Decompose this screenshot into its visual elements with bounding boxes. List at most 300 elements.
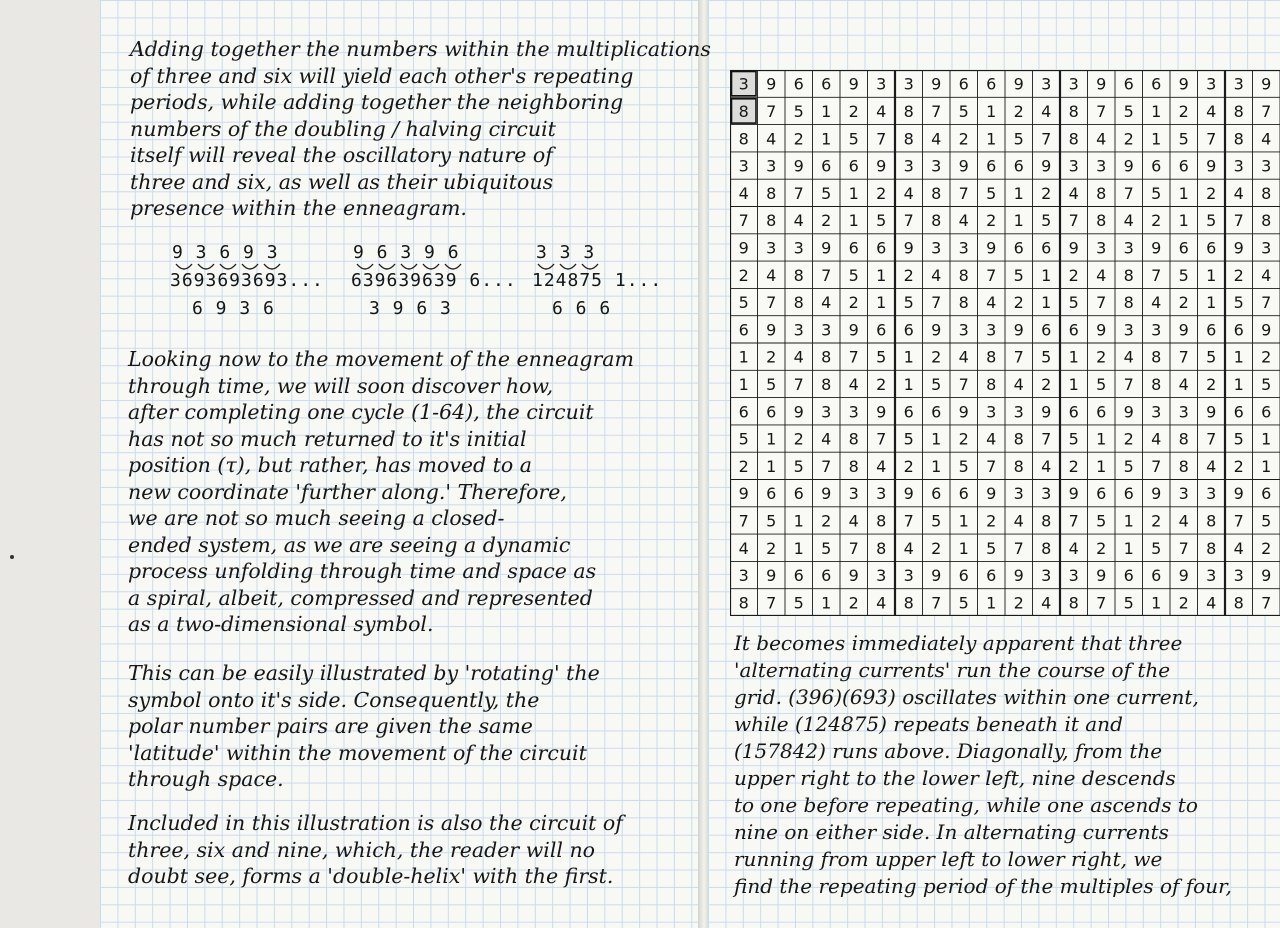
grid-digit: 2: [1206, 374, 1217, 394]
grid-digit: 2: [1013, 293, 1024, 313]
grid-digit: 7: [766, 293, 777, 313]
grid-digit: 1: [1068, 374, 1079, 394]
grid-digit: 4: [1151, 293, 1162, 313]
text-line: to one before repeating, while one ascends to: [734, 793, 1198, 817]
grid-digit: 1: [876, 293, 887, 313]
grid-digit: 8: [1096, 183, 1107, 203]
text-line: a spiral, albeit, compressed and represented: [128, 585, 593, 610]
grid-digit: 9: [1206, 156, 1217, 176]
paragraph-alternating-currents: [734, 630, 1232, 900]
grid-digit: 2: [848, 593, 859, 613]
grid-digit: 1: [1013, 183, 1024, 203]
grid-digit: 1: [848, 211, 859, 231]
text-line: three, six and nine, which, the reader will no: [128, 837, 595, 862]
grid-digit: 6: [848, 238, 859, 258]
grid-digit: 1: [958, 511, 969, 531]
grid-digit: 5: [1068, 293, 1079, 313]
grid-digit: 3: [1206, 566, 1217, 586]
grid-digit: 3: [1068, 74, 1079, 94]
grid-digit: 8: [738, 129, 749, 149]
grid-digit: 8: [1151, 347, 1162, 367]
grid-digit: 7: [1068, 511, 1079, 531]
grid-digit: 2: [793, 429, 804, 449]
grid-digit: 5: [1261, 374, 1272, 394]
grid-digit: 7: [986, 265, 997, 285]
grid-digit: 1: [1041, 265, 1052, 285]
grid-digit: 2: [1206, 183, 1217, 203]
grid-digit: 5: [1041, 347, 1052, 367]
grid-digit: 2: [876, 374, 887, 394]
grid-digit: 6: [1206, 320, 1217, 340]
text-line: find the repeating period of the multiples of four,: [734, 874, 1232, 898]
grid-digit: 5: [848, 129, 859, 149]
grid-digit: 8: [1013, 456, 1024, 476]
grid-digit: 7: [766, 593, 777, 613]
grid-digit: 9: [1151, 238, 1162, 258]
grid-digit: 1: [1178, 183, 1189, 203]
grid-digit: 2: [1261, 538, 1272, 558]
sequence-bottom-sums: 3 9 6 3: [369, 298, 452, 319]
text-line: process unfolding through time and space as: [128, 559, 597, 583]
paragraph-double-helix: [128, 810, 623, 890]
grid-digit: 3: [1206, 74, 1217, 94]
grid-digit: 4: [793, 211, 804, 231]
grid-digit: 2: [1013, 101, 1024, 121]
grid-digit: 5: [1123, 456, 1134, 476]
grid-digit: 8: [738, 101, 749, 121]
paragraph-movement-through-time: [128, 346, 634, 638]
grid-digit: 6: [986, 566, 997, 586]
grid-digit: 9: [876, 402, 887, 422]
grid-digit: 5: [1096, 511, 1107, 531]
grid-digit: 4: [931, 129, 942, 149]
grid-digit: 6: [1206, 238, 1217, 258]
text-line: (157842) runs above. Diagonally, from the: [734, 739, 1163, 763]
grid-digit: 9: [1041, 156, 1052, 176]
grid-digit: 9: [1123, 402, 1134, 422]
grid-digit: 4: [1123, 211, 1134, 231]
grid-digit: 8: [903, 101, 914, 121]
grid-digit: 6: [738, 402, 749, 422]
grid-digit: 3: [1206, 484, 1217, 504]
grid-digit: 3: [1096, 156, 1107, 176]
grid-digit: 7: [931, 593, 942, 613]
grid-digit: 4: [738, 538, 749, 558]
grid-digit: 7: [1041, 129, 1052, 149]
grid-digit: 2: [1178, 293, 1189, 313]
grid-digit: 2: [1123, 429, 1134, 449]
grid-digit: 9: [1096, 320, 1107, 340]
grid-digit: 6: [986, 74, 997, 94]
grid-digit: 3: [1233, 156, 1244, 176]
grid-digit: 8: [903, 129, 914, 149]
grid-digit: 6: [1261, 484, 1272, 504]
grid-digit: 6: [958, 566, 969, 586]
grid-digit: 8: [1178, 456, 1189, 476]
grid-digit: 4: [986, 293, 997, 313]
grid-digit: 7: [1096, 293, 1107, 313]
grid-digit: 9: [1178, 566, 1189, 586]
grid-digit: 4: [1041, 456, 1052, 476]
grid-digit: 8: [1041, 538, 1052, 558]
grid-digit: 3: [876, 566, 887, 586]
grid-digit: 2: [1041, 374, 1052, 394]
number-grid: [730, 70, 1280, 616]
grid-digit: 4: [848, 511, 859, 531]
grid-digit: 2: [1178, 101, 1189, 121]
grid-digit: 9: [1068, 484, 1079, 504]
text-line: symbol onto it's side. Consequently, the: [128, 687, 540, 712]
grid-digit: 9: [821, 238, 832, 258]
grid-digit: 5: [766, 511, 777, 531]
grid-digit: 3: [1041, 74, 1052, 94]
grid-digit: 6: [1013, 238, 1024, 258]
grid-digit: 8: [1233, 129, 1244, 149]
grid-digit: 9: [1178, 74, 1189, 94]
grid-digit: 6: [876, 320, 887, 340]
grid-digit: 3: [876, 74, 887, 94]
text-line: 'alternating currents' run the course of the: [734, 658, 1171, 682]
grid-digit: 3: [903, 156, 914, 176]
grid-digit: 9: [1233, 484, 1244, 504]
grid-digit: 8: [1206, 511, 1217, 531]
grid-digit: 6: [1068, 402, 1079, 422]
grid-digit: 2: [1233, 265, 1244, 285]
grid-digit: 4: [766, 265, 777, 285]
grid-digit: 3: [1041, 484, 1052, 504]
grid-digit: 7: [793, 183, 804, 203]
grid-digit: 4: [1178, 374, 1189, 394]
grid-digit: 3: [1013, 484, 1024, 504]
grid-digit: 6: [1068, 320, 1079, 340]
grid-digit: 5: [766, 374, 777, 394]
grid-digit: 3: [1151, 402, 1162, 422]
grid-digit: 8: [821, 374, 832, 394]
grid-digit: 3: [986, 402, 997, 422]
grid-digit: 2: [1178, 593, 1189, 613]
grid-digit: 7: [848, 347, 859, 367]
grid-digit: 1: [876, 265, 887, 285]
grid-digit: 1: [1233, 374, 1244, 394]
grid-digit: 2: [1096, 347, 1107, 367]
grid-digit: 9: [738, 238, 749, 258]
grid-digit: 7: [1233, 511, 1244, 531]
grid-digit: 5: [986, 183, 997, 203]
text-line: we are not so much seeing a closed-: [128, 506, 505, 530]
grid-digit: 5: [1013, 129, 1024, 149]
grid-digit: 4: [958, 347, 969, 367]
grid-digit: 9: [876, 156, 887, 176]
grid-digit: 7: [1206, 129, 1217, 149]
grid-digit: 3: [821, 402, 832, 422]
grid-digit: 9: [986, 238, 997, 258]
grid-digit: 3: [738, 74, 749, 94]
grid-digit: 1: [1123, 538, 1134, 558]
grid-digit: 4: [1123, 347, 1134, 367]
grid-digit: 4: [1096, 129, 1107, 149]
grid-digit: 7: [903, 211, 914, 231]
grid-digit: 9: [903, 238, 914, 258]
text-line: upper right to the lower left, nine descends: [734, 766, 1176, 790]
grid-digit: 1: [1206, 293, 1217, 313]
grid-digit: 4: [1206, 593, 1217, 613]
grid-digit: 7: [821, 456, 832, 476]
grid-digit: 8: [876, 538, 887, 558]
grid-digit: 6: [821, 74, 832, 94]
text-line: Looking now to the movement of the enneagram: [128, 347, 634, 371]
grid-digit: 1: [1096, 456, 1107, 476]
grid-digit: 7: [1178, 347, 1189, 367]
text-line: presence within the enneagram.: [130, 196, 467, 220]
grid-digit: 8: [1261, 183, 1272, 203]
grid-digit: 4: [1151, 429, 1162, 449]
grid-digit: 7: [1123, 374, 1134, 394]
grid-digit: 7: [821, 265, 832, 285]
text-line: polar number pairs are given the same: [128, 714, 533, 738]
text-line: as a two-dimensional symbol.: [128, 612, 434, 636]
grid-digit: 8: [1068, 101, 1079, 121]
grid-digit: 7: [738, 211, 749, 231]
grid-digit: 7: [986, 456, 997, 476]
grid-digit: 8: [986, 374, 997, 394]
grid-digit: 6: [1151, 156, 1162, 176]
grid-digit: 8: [1206, 538, 1217, 558]
grid-digit: 5: [1041, 211, 1052, 231]
grid-digit: 9: [1206, 402, 1217, 422]
sequence-main-digits: 639639639 6...: [351, 270, 517, 291]
text-line: has not so much returned to it's initial: [128, 426, 527, 451]
grid-digit: 5: [958, 101, 969, 121]
grid-digit: 5: [1233, 429, 1244, 449]
grid-digit: 4: [1068, 183, 1079, 203]
sequence-top-sums: 3 3 3: [536, 242, 596, 263]
grid-digit: 1: [1041, 293, 1052, 313]
grid-digit: 8: [1013, 429, 1024, 449]
sequence-three-six: [168, 242, 328, 322]
grid-digit: 3: [1261, 156, 1272, 176]
grid-digit: 8: [1041, 511, 1052, 531]
grid-digit: 4: [876, 456, 887, 476]
grid-digit: 2: [793, 129, 804, 149]
grid-digit: 1: [766, 456, 777, 476]
text-line: It becomes immediately apparent that three: [734, 631, 1183, 655]
grid-digit: 6: [793, 74, 804, 94]
grid-digit: 5: [1123, 101, 1134, 121]
number-grid-svg: [730, 70, 1280, 616]
grid-digit: 5: [793, 593, 804, 613]
grid-digit: 1: [793, 538, 804, 558]
grid-digit: 5: [986, 538, 997, 558]
text-line: ended system, as we are seeing a dynamic: [128, 532, 571, 557]
grid-digit: 3: [1096, 238, 1107, 258]
grid-digit: 9: [958, 402, 969, 422]
grid-digit: 1: [986, 129, 997, 149]
grid-digit: 4: [1068, 538, 1079, 558]
grid-digit: 5: [1261, 511, 1272, 531]
grid-digit: 2: [1151, 211, 1162, 231]
grid-digit: 2: [1096, 538, 1107, 558]
grid-digit: 5: [1096, 374, 1107, 394]
grid-digit: 8: [738, 593, 749, 613]
text-line: while (124875) repeats beneath it and: [734, 712, 1123, 736]
grid-digit: 3: [1178, 484, 1189, 504]
grid-digit: 3: [903, 74, 914, 94]
grid-digit: 2: [1041, 183, 1052, 203]
grid-digit: 7: [903, 511, 914, 531]
sequence-bottom-sums: 6 6 6: [552, 298, 612, 319]
grid-digit: 3: [766, 238, 777, 258]
grid-digit: 9: [766, 566, 777, 586]
grid-digit: 2: [1068, 265, 1079, 285]
grid-digit: 9: [958, 156, 969, 176]
grid-digit: 3: [1233, 566, 1244, 586]
grid-digit: 8: [958, 265, 969, 285]
grid-digit: 9: [1096, 566, 1107, 586]
grid-digit: 1: [766, 429, 777, 449]
grid-digit: 1: [903, 347, 914, 367]
grid-digit: 7: [958, 183, 969, 203]
grid-digit: 4: [986, 429, 997, 449]
grid-digit: 1: [738, 347, 749, 367]
grid-digit: 6: [1233, 402, 1244, 422]
grid-digit: 1: [821, 101, 832, 121]
grid-digit: 6: [821, 566, 832, 586]
grid-digit: 7: [958, 374, 969, 394]
grid-digit: 2: [958, 129, 969, 149]
grid-digit: 1: [793, 511, 804, 531]
grid-digit: 3: [793, 320, 804, 340]
grid-digit: 6: [931, 402, 942, 422]
grid-digit: 6: [766, 484, 777, 504]
grid-digit: 6: [903, 402, 914, 422]
grid-digit: 7: [1261, 593, 1272, 613]
grid-digit: 5: [876, 211, 887, 231]
grid-digit: 2: [986, 511, 997, 531]
grid-digit: 3: [766, 156, 777, 176]
grid-digit: 4: [1096, 265, 1107, 285]
grid-digit: 6: [1178, 156, 1189, 176]
sequence-main-digits: 124875 1...: [532, 270, 663, 291]
grid-digit: 8: [1068, 593, 1079, 613]
sequence-main-digits: 3693693693...: [170, 270, 324, 291]
grid-digit: 6: [793, 566, 804, 586]
grid-digit: 6: [958, 484, 969, 504]
grid-digit: 9: [1261, 320, 1272, 340]
grid-digit: 8: [1096, 211, 1107, 231]
grid-digit: 1: [958, 538, 969, 558]
grid-digit: 8: [958, 293, 969, 313]
grid-digit: 6: [1013, 156, 1024, 176]
grid-digit: 4: [958, 211, 969, 231]
grid-digit: 5: [1151, 183, 1162, 203]
grid-digit: 7: [1123, 183, 1134, 203]
grid-digit: 3: [1123, 320, 1134, 340]
grid-digit: 8: [1123, 265, 1134, 285]
grid-digit: 3: [1068, 156, 1079, 176]
grid-digit: 1: [1233, 347, 1244, 367]
grid-digit: 1: [986, 101, 997, 121]
grid-digit: 3: [793, 238, 804, 258]
grid-digit: 1: [848, 183, 859, 203]
grid-digit: 5: [738, 293, 749, 313]
text-line: periods, while adding together the neighboring: [130, 90, 624, 114]
grid-digit: 8: [766, 211, 777, 231]
grid-digit: 3: [931, 156, 942, 176]
grid-digit: 1: [1013, 211, 1024, 231]
grid-digit: 7: [766, 101, 777, 121]
grid-digit: 5: [821, 183, 832, 203]
grid-digit: 8: [821, 347, 832, 367]
grid-digit: 3: [1178, 402, 1189, 422]
grid-digit: 1: [1068, 347, 1079, 367]
grid-digit: 9: [1261, 566, 1272, 586]
grid-digit: 4: [1041, 101, 1052, 121]
grid-digit: 5: [793, 101, 804, 121]
grid-digit: 5: [903, 293, 914, 313]
grid-digit: 7: [1013, 347, 1024, 367]
grid-digit: 6: [1151, 74, 1162, 94]
grid-digit: 6: [1123, 484, 1134, 504]
grid-digit: 9: [1068, 238, 1079, 258]
grid-digit: 2: [766, 347, 777, 367]
grid-digit: 9: [903, 484, 914, 504]
grid-digit: 7: [1013, 538, 1024, 558]
grid-digit: 3: [848, 402, 859, 422]
grid-digit: 2: [738, 456, 749, 476]
grid-digit: 3: [903, 566, 914, 586]
grid-digit: 1: [1151, 593, 1162, 613]
text-line: nine on either side. In alternating currents: [734, 820, 1169, 844]
grid-digit: 7: [848, 538, 859, 558]
grid-digit: 3: [931, 238, 942, 258]
grid-digit: 9: [848, 74, 859, 94]
grid-digit: 2: [766, 538, 777, 558]
grid-digit: 9: [1013, 74, 1024, 94]
grid-digit: 2: [876, 183, 887, 203]
text-line: This can be easily illustrated by 'rotating' the: [128, 661, 600, 685]
grid-digit: 4: [1013, 511, 1024, 531]
grid-digit: 8: [766, 183, 777, 203]
text-line: of three and six will yield each other's repeating: [130, 63, 634, 88]
grid-digit: 7: [793, 374, 804, 394]
grid-digit: 6: [1123, 74, 1134, 94]
grid-digit: 7: [1206, 429, 1217, 449]
grid-digit: 9: [931, 320, 942, 340]
grid-digit: 1: [1123, 511, 1134, 531]
grid-digit: 2: [903, 456, 914, 476]
grid-digit: 9: [931, 74, 942, 94]
grid-digit: 2: [1151, 511, 1162, 531]
paragraph-multiplications: [130, 36, 711, 222]
grid-digit: 5: [1178, 129, 1189, 149]
grid-digit: 4: [1233, 183, 1244, 203]
sequence-top-sums: 9 3 6 9 3: [172, 242, 279, 263]
grid-digit: 8: [876, 511, 887, 531]
grid-digit: 5: [1206, 347, 1217, 367]
grid-digit: 3: [738, 156, 749, 176]
grid-digit: 4: [1233, 538, 1244, 558]
grid-digit: 7: [1068, 211, 1079, 231]
grid-digit: 2: [986, 211, 997, 231]
grid-digit: 5: [931, 374, 942, 394]
text-line: running from upper left to lower right, we: [734, 847, 1163, 871]
grid-digit: 5: [848, 265, 859, 285]
grid-digit: 4: [876, 593, 887, 613]
grid-digit: 4: [738, 183, 749, 203]
grid-digit: 1: [1178, 211, 1189, 231]
grid-digit: 6: [738, 320, 749, 340]
grid-digit: 5: [931, 511, 942, 531]
